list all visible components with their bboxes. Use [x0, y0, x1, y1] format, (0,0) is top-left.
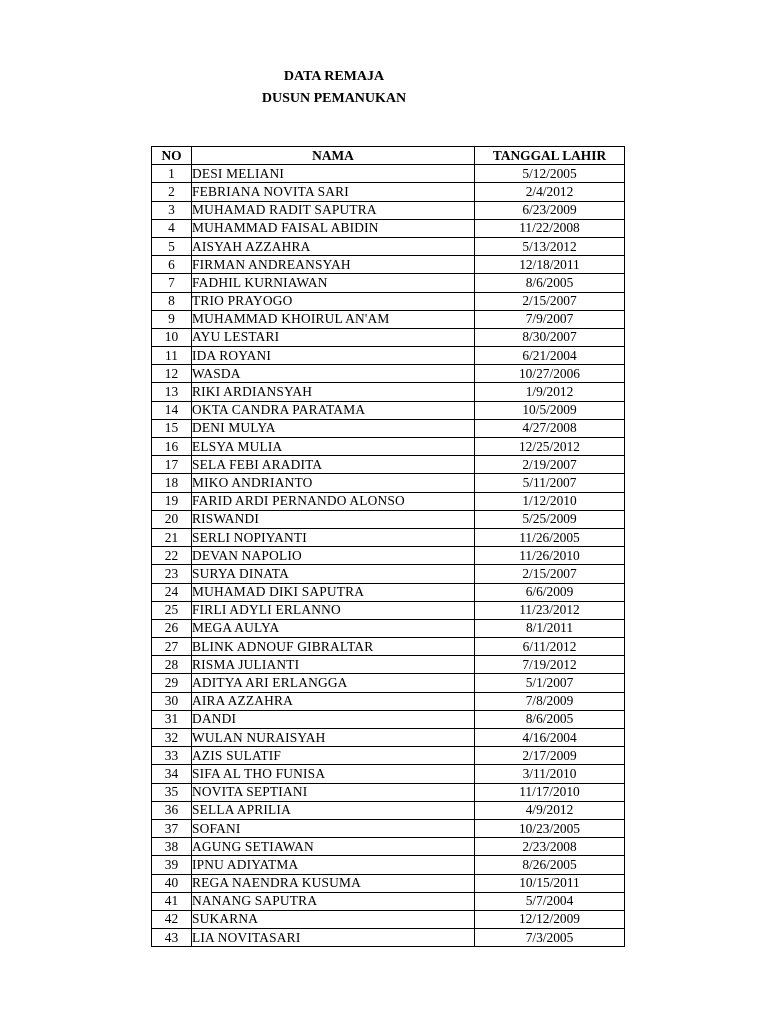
table-header-row	[152, 147, 625, 165]
cell-nama: AISYAH AZZAHRA	[192, 237, 475, 255]
cell-tanggal-lahir: 4/9/2012	[475, 801, 625, 819]
cell-tanggal-lahir: 5/12/2005	[475, 165, 625, 183]
cell-nama: RISMA JULIANTI	[192, 656, 475, 674]
cell-no: 42	[152, 910, 192, 928]
table-row	[152, 419, 625, 437]
cell-no: 5	[152, 237, 192, 255]
table-row	[152, 274, 625, 292]
cell-no: 38	[152, 838, 192, 856]
cell-tanggal-lahir: 2/17/2009	[475, 747, 625, 765]
cell-nama: OKTA CANDRA PARATAMA	[192, 401, 475, 419]
cell-nama: SUKARNA	[192, 910, 475, 928]
table-row	[152, 583, 625, 601]
cell-no: 35	[152, 783, 192, 801]
cell-tanggal-lahir: 7/19/2012	[475, 656, 625, 674]
cell-no: 1	[152, 165, 192, 183]
cell-tanggal-lahir: 2/15/2007	[475, 565, 625, 583]
cell-nama: RISWANDI	[192, 510, 475, 528]
cell-nama: NOVITA SEPTIANI	[192, 783, 475, 801]
cell-no: 16	[152, 438, 192, 456]
table-row	[152, 328, 625, 346]
table-body	[152, 165, 625, 947]
document-title: DATA REMAJA	[283, 69, 385, 84]
cell-tanggal-lahir: 12/18/2011	[475, 256, 625, 274]
cell-nama: MUHAMAD RADIT SAPUTRA	[192, 201, 475, 219]
cell-no: 4	[152, 219, 192, 237]
cell-no: 40	[152, 874, 192, 892]
cell-tanggal-lahir: 5/11/2007	[475, 474, 625, 492]
cell-tanggal-lahir: 11/17/2010	[475, 783, 625, 801]
cell-nama: SIFA AL THO FUNISA	[192, 765, 475, 783]
cell-tanggal-lahir: 5/25/2009	[475, 510, 625, 528]
cell-nama: AGUNG SETIAWAN	[192, 838, 475, 856]
cell-nama: BLINK ADNOUF GIBRALTAR	[192, 638, 475, 656]
cell-nama: TRIO PRAYOGO	[192, 292, 475, 310]
table-row	[152, 838, 625, 856]
cell-tanggal-lahir: 6/21/2004	[475, 347, 625, 365]
cell-tanggal-lahir: 7/9/2007	[475, 310, 625, 328]
cell-no: 39	[152, 856, 192, 874]
cell-no: 41	[152, 892, 192, 910]
cell-no: 2	[152, 183, 192, 201]
cell-no: 26	[152, 619, 192, 637]
cell-nama: DANDI	[192, 710, 475, 728]
cell-tanggal-lahir: 8/30/2007	[475, 328, 625, 346]
cell-nama: LIA NOVITASARI	[192, 929, 475, 947]
cell-nama: IDA ROYANI	[192, 347, 475, 365]
table-row	[152, 438, 625, 456]
table-row	[152, 256, 625, 274]
cell-nama: DENI MULYA	[192, 419, 475, 437]
table-row	[152, 201, 625, 219]
table-row	[152, 183, 625, 201]
cell-nama: FADHIL KURNIAWAN	[192, 274, 475, 292]
cell-no: 3	[152, 201, 192, 219]
table-row	[152, 619, 625, 637]
cell-no: 43	[152, 929, 192, 947]
cell-tanggal-lahir: 5/13/2012	[475, 237, 625, 255]
cell-nama: WULAN NURAISYAH	[192, 729, 475, 747]
cell-tanggal-lahir: 6/6/2009	[475, 583, 625, 601]
cell-tanggal-lahir: 8/6/2005	[475, 710, 625, 728]
cell-nama: WASDA	[192, 365, 475, 383]
cell-no: 27	[152, 638, 192, 656]
table-row	[152, 710, 625, 728]
cell-nama: SURYA DINATA	[192, 565, 475, 583]
table-row	[152, 547, 625, 565]
cell-no: 7	[152, 274, 192, 292]
cell-tanggal-lahir: 10/5/2009	[475, 401, 625, 419]
table-row	[152, 347, 625, 365]
cell-nama: MUHAMMAD FAISAL ABIDIN	[192, 219, 475, 237]
cell-tanggal-lahir: 5/1/2007	[475, 674, 625, 692]
table-row	[152, 819, 625, 837]
cell-nama: NANANG SAPUTRA	[192, 892, 475, 910]
table-row	[152, 783, 625, 801]
cell-tanggal-lahir: 7/8/2009	[475, 692, 625, 710]
cell-tanggal-lahir: 12/12/2009	[475, 910, 625, 928]
cell-nama: AYU LESTARI	[192, 328, 475, 346]
cell-nama: SELLA APRILIA	[192, 801, 475, 819]
cell-tanggal-lahir: 3/11/2010	[475, 765, 625, 783]
table-row	[152, 310, 625, 328]
table-row	[152, 474, 625, 492]
cell-no: 10	[152, 328, 192, 346]
table-row	[152, 219, 625, 237]
table-row	[152, 292, 625, 310]
cell-no: 14	[152, 401, 192, 419]
cell-no: 20	[152, 510, 192, 528]
table-row	[152, 656, 625, 674]
cell-no: 8	[152, 292, 192, 310]
cell-nama: MUHAMAD DIKI SAPUTRA	[192, 583, 475, 601]
cell-nama: SERLI NOPIYANTI	[192, 528, 475, 546]
cell-no: 21	[152, 528, 192, 546]
table-row	[152, 237, 625, 255]
header-no: NO	[152, 147, 192, 165]
cell-tanggal-lahir: 10/15/2011	[475, 874, 625, 892]
cell-nama: FARID ARDI PERNANDO ALONSO	[192, 492, 475, 510]
document-subtitle: DUSUN PEMANUKAN	[261, 91, 407, 106]
cell-nama: SOFANI	[192, 819, 475, 837]
table-row	[152, 910, 625, 928]
cell-tanggal-lahir: 7/3/2005	[475, 929, 625, 947]
header-tanggal-lahir: TANGGAL LAHIR	[475, 147, 625, 165]
cell-no: 29	[152, 674, 192, 692]
cell-no: 23	[152, 565, 192, 583]
table-row	[152, 801, 625, 819]
cell-tanggal-lahir: 6/11/2012	[475, 638, 625, 656]
cell-tanggal-lahir: 6/23/2009	[475, 201, 625, 219]
cell-nama: ADITYA ARI ERLANGGA	[192, 674, 475, 692]
table-row	[152, 492, 625, 510]
cell-tanggal-lahir: 2/4/2012	[475, 183, 625, 201]
cell-no: 19	[152, 492, 192, 510]
cell-tanggal-lahir: 8/6/2005	[475, 274, 625, 292]
cell-nama: AIRA AZZAHRA	[192, 692, 475, 710]
cell-tanggal-lahir: 12/25/2012	[475, 438, 625, 456]
table-row	[152, 383, 625, 401]
cell-nama: IPNU ADIYATMA	[192, 856, 475, 874]
cell-tanggal-lahir: 8/1/2011	[475, 619, 625, 637]
table-row	[152, 565, 625, 583]
cell-nama: AZIS SULATIF	[192, 747, 475, 765]
cell-no: 15	[152, 419, 192, 437]
table-row	[152, 892, 625, 910]
cell-no: 30	[152, 692, 192, 710]
cell-tanggal-lahir: 11/26/2005	[475, 528, 625, 546]
cell-tanggal-lahir: 2/19/2007	[475, 456, 625, 474]
cell-nama: ELSYA MULIA	[192, 438, 475, 456]
cell-tanggal-lahir: 2/23/2008	[475, 838, 625, 856]
cell-tanggal-lahir: 11/22/2008	[475, 219, 625, 237]
header-nama: NAMA	[192, 147, 475, 165]
cell-tanggal-lahir: 11/26/2010	[475, 547, 625, 565]
cell-nama: MIKO ANDRIANTO	[192, 474, 475, 492]
cell-no: 18	[152, 474, 192, 492]
cell-no: 36	[152, 801, 192, 819]
cell-tanggal-lahir: 1/12/2010	[475, 492, 625, 510]
cell-no: 22	[152, 547, 192, 565]
cell-nama: SELA FEBI ARADITA	[192, 456, 475, 474]
cell-tanggal-lahir: 4/16/2004	[475, 729, 625, 747]
table-row	[152, 510, 625, 528]
cell-nama: DEVAN NAPOLIO	[192, 547, 475, 565]
cell-no: 24	[152, 583, 192, 601]
cell-no: 28	[152, 656, 192, 674]
data-table	[151, 146, 625, 947]
cell-tanggal-lahir: 11/23/2012	[475, 601, 625, 619]
cell-nama: MEGA AULYA	[192, 619, 475, 637]
cell-tanggal-lahir: 4/27/2008	[475, 419, 625, 437]
cell-no: 34	[152, 765, 192, 783]
cell-no: 13	[152, 383, 192, 401]
table-row	[152, 929, 625, 947]
table-row	[152, 692, 625, 710]
cell-nama: RIKI ARDIANSYAH	[192, 383, 475, 401]
cell-nama: FEBRIANA NOVITA SARI	[192, 183, 475, 201]
table-row	[152, 674, 625, 692]
cell-no: 6	[152, 256, 192, 274]
cell-no: 37	[152, 819, 192, 837]
cell-tanggal-lahir: 8/26/2005	[475, 856, 625, 874]
table-row	[152, 729, 625, 747]
table-row	[152, 401, 625, 419]
table-row	[152, 765, 625, 783]
cell-no: 17	[152, 456, 192, 474]
cell-nama: FIRLI ADYLI ERLANNO	[192, 601, 475, 619]
table-row	[152, 165, 625, 183]
table-row	[152, 456, 625, 474]
cell-no: 25	[152, 601, 192, 619]
table-row	[152, 638, 625, 656]
cell-nama: DESI MELIANI	[192, 165, 475, 183]
table-row	[152, 528, 625, 546]
cell-tanggal-lahir: 1/9/2012	[475, 383, 625, 401]
cell-tanggal-lahir: 10/27/2006	[475, 365, 625, 383]
cell-no: 33	[152, 747, 192, 765]
cell-tanggal-lahir: 2/15/2007	[475, 292, 625, 310]
cell-tanggal-lahir: 10/23/2005	[475, 819, 625, 837]
cell-no: 32	[152, 729, 192, 747]
cell-nama: REGA NAENDRA KUSUMA	[192, 874, 475, 892]
table-row	[152, 365, 625, 383]
cell-nama: MUHAMMAD KHOIRUL AN'AM	[192, 310, 475, 328]
table-row	[152, 856, 625, 874]
table-row	[152, 601, 625, 619]
table-row	[152, 874, 625, 892]
cell-nama: FIRMAN ANDREANSYAH	[192, 256, 475, 274]
cell-no: 11	[152, 347, 192, 365]
table-row	[152, 747, 625, 765]
cell-no: 9	[152, 310, 192, 328]
cell-tanggal-lahir: 5/7/2004	[475, 892, 625, 910]
cell-no: 31	[152, 710, 192, 728]
cell-no: 12	[152, 365, 192, 383]
